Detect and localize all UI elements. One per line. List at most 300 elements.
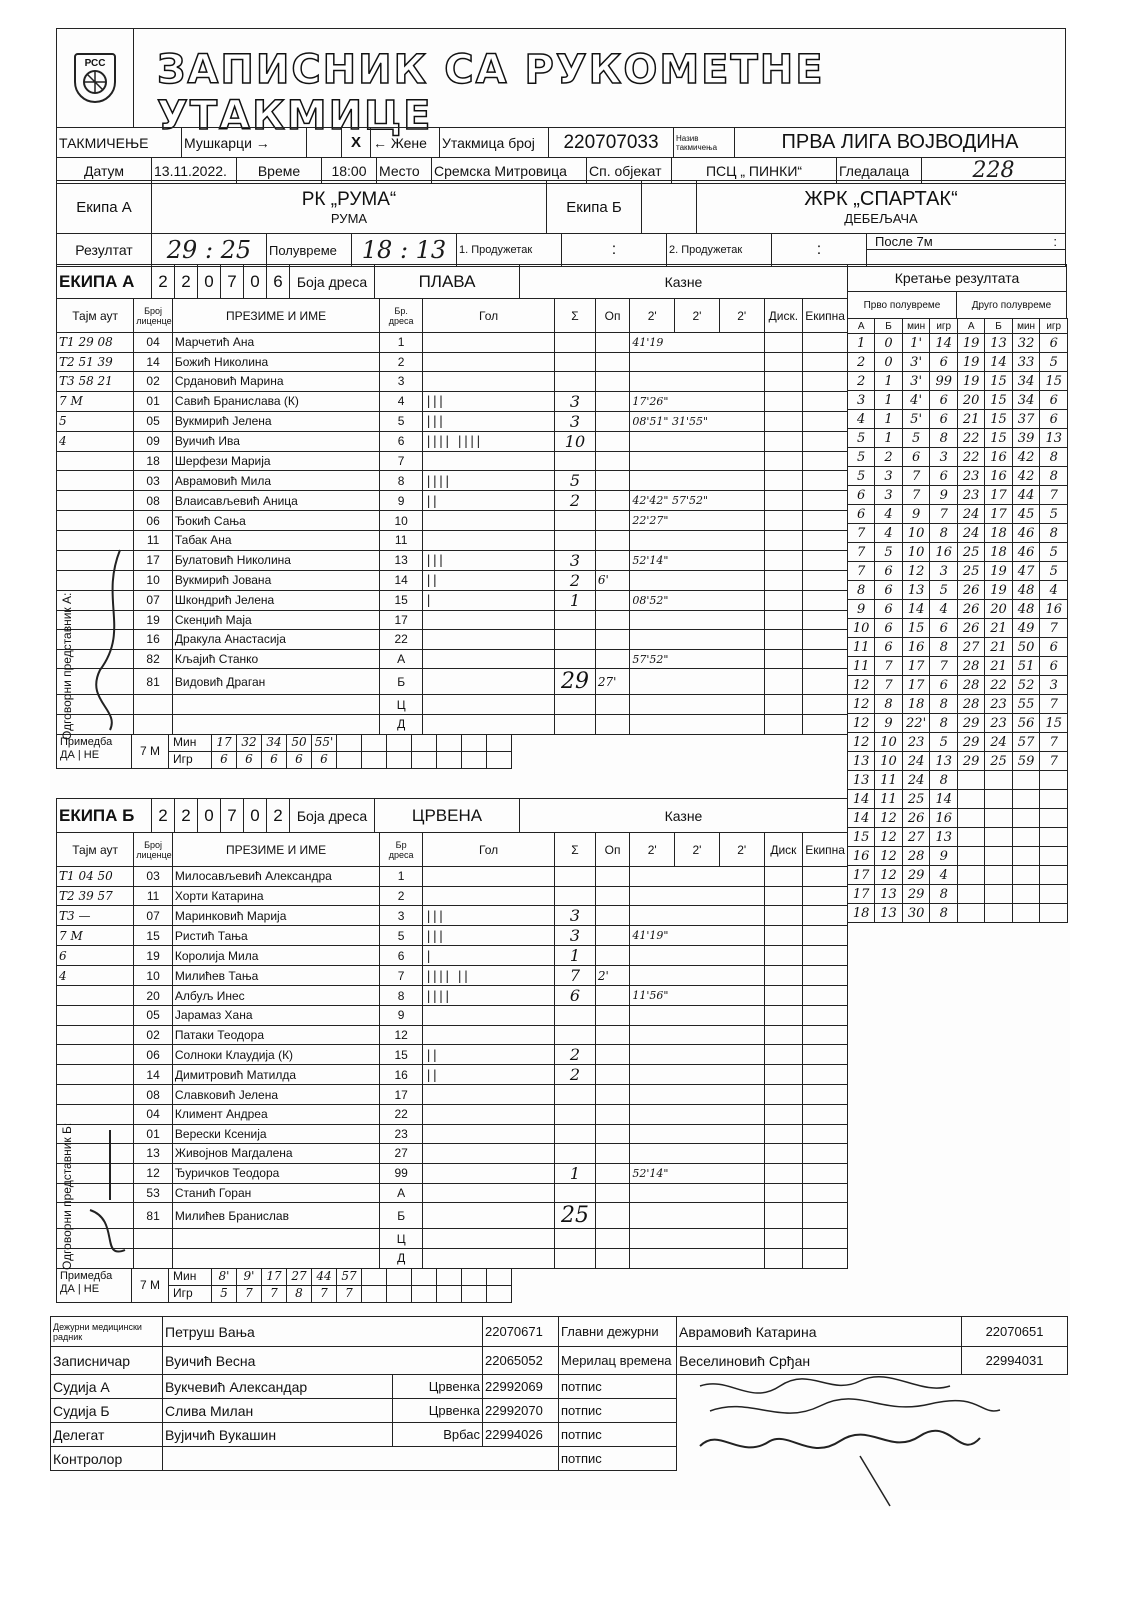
goal-tally (422, 714, 554, 734)
women-label: ← Жене (371, 128, 440, 158)
goal-tally: | (422, 946, 554, 966)
score-cell (1012, 809, 1040, 828)
score-cell: 30 (902, 904, 930, 923)
player-row (57, 511, 848, 531)
score-row (848, 904, 1068, 923)
timeout-cell: T1 29 08 (57, 333, 134, 353)
team-b-yes-no: ДА | НЕ (60, 1282, 100, 1295)
jersey-no: 1 (380, 333, 423, 353)
ref-a-no: 22992069 (483, 1375, 559, 1399)
team-a-code-digit: 0 (198, 265, 221, 299)
goal-tally (422, 867, 554, 887)
score-table (847, 318, 1068, 923)
license-no: 05 (134, 411, 173, 431)
team-b-section-label: ЕКИПА Б (57, 799, 152, 833)
score-cell: 24 (957, 505, 984, 524)
column-header: ПРЕЗИМЕ И ИМЕ (172, 299, 379, 333)
player-name: Милићев Бранислав (172, 1203, 379, 1229)
goal-sum (555, 372, 596, 392)
min-cell (386, 1268, 412, 1286)
score-cell: 8 (1040, 467, 1068, 486)
player-row (57, 391, 848, 411)
score-cell: 4 (1040, 581, 1068, 600)
team-b-name: ЖРК „СПАРТАК“ (804, 188, 958, 210)
suspension-cell (630, 1124, 764, 1144)
goal-sum (555, 1229, 596, 1249)
warning-cell: 6' (595, 570, 630, 590)
score-row (848, 695, 1068, 714)
min-cell: 50 (286, 734, 312, 752)
player-name: Божић Николина (172, 352, 379, 372)
player-name: Милићев Тања (172, 966, 379, 986)
player-name (172, 695, 379, 715)
player-name (172, 1248, 379, 1268)
column-header: Σ (555, 299, 596, 333)
player-name: Верески Ксенија (172, 1124, 379, 1144)
score-cell: 47 (1012, 562, 1040, 581)
goal-sum: 3 (555, 550, 596, 570)
score-cell (985, 885, 1012, 904)
license-no: 06 (134, 511, 173, 531)
suspension-cell (630, 1085, 764, 1105)
warning-cell (595, 1229, 630, 1249)
player-row (57, 1045, 848, 1065)
score-cell: 16 (902, 638, 930, 657)
jersey-no: 22 (380, 1104, 423, 1124)
column-header: 2' (719, 299, 764, 333)
score-cell: 24 (957, 524, 984, 543)
goal-sum: 25 (555, 1203, 596, 1229)
score-cell: 0 (875, 334, 902, 353)
player-row (57, 352, 848, 372)
column-header: Бр. дреса (380, 299, 423, 333)
goal-tally: | (422, 590, 554, 610)
score-cell: 49 (1012, 619, 1040, 638)
jersey-no: 23 (380, 1124, 423, 1144)
score-cell: 5 (930, 581, 958, 600)
score-col-header: Б (985, 319, 1012, 334)
score-row (848, 467, 1068, 486)
timeout-cell: T3 58 21 (57, 372, 134, 392)
goal-sum: 1 (555, 1163, 596, 1183)
score-cell: 4' (902, 391, 930, 410)
player-row (57, 695, 848, 715)
score-cell: 6 (1040, 657, 1068, 676)
score-cell: 5 (848, 467, 875, 486)
column-header: 2' (675, 299, 720, 333)
license-no: 14 (134, 1065, 173, 1085)
jersey-no: 11 (380, 530, 423, 550)
min-cell (361, 1268, 387, 1286)
goal-tally: || (422, 1045, 554, 1065)
score-cell: 10 (902, 543, 930, 562)
score-cell: 16 (930, 809, 958, 828)
disqualification-cell (764, 491, 803, 511)
score-cell: 7 (875, 676, 902, 695)
score-cell: 5 (930, 733, 958, 752)
team-penalty-cell (803, 886, 848, 906)
score-cell: 10 (875, 733, 902, 752)
warning-cell (595, 867, 630, 887)
disqualification-cell (764, 1045, 803, 1065)
score-cell: 6 (875, 600, 902, 619)
disqualification-cell (764, 610, 803, 630)
score-cell: 15 (1040, 372, 1068, 391)
igr-cell: 8 (286, 1285, 312, 1303)
suspension-cell (630, 886, 764, 906)
officials-block (50, 1316, 1067, 1471)
score-cell: 12 (902, 562, 930, 581)
suspension-cell (630, 451, 764, 471)
score-cell: 26 (902, 809, 930, 828)
warning-cell (595, 352, 630, 372)
goal-tally (422, 1229, 554, 1249)
delegate-city: Врбас (393, 1423, 483, 1447)
score-cell: 21 (985, 638, 1012, 657)
score-cell: 7 (930, 657, 958, 676)
jersey-no: 14 (380, 570, 423, 590)
goal-sum: 1 (555, 946, 596, 966)
warning-cell (595, 1065, 630, 1085)
disqualification-cell (764, 906, 803, 926)
timeout-cell: 7 M (57, 926, 134, 946)
score-cell: 16 (985, 467, 1012, 486)
score-cell: 8 (875, 695, 902, 714)
timeout-cell: T2 39 57 (57, 886, 134, 906)
score-cell: 13 (875, 885, 902, 904)
delegate-sign-label: потпис (559, 1423, 677, 1447)
score-cell: 9 (930, 486, 958, 505)
score-row (848, 429, 1068, 448)
page-title: ЗАПИСНИК СА РУКОМЕТНЕ УТАКМИЦЕ (157, 47, 825, 139)
player-name: Вукмирић Јована (172, 570, 379, 590)
score-cell: 33 (1012, 353, 1040, 372)
warning-cell (595, 590, 630, 610)
disqualification-cell (764, 471, 803, 491)
after7m-value: : (1053, 234, 1057, 249)
score-cell: 11 (875, 790, 902, 809)
license-no: 19 (134, 946, 173, 966)
player-row (57, 550, 848, 570)
score-cell: 12 (875, 809, 902, 828)
goal-tally (422, 1203, 554, 1229)
team-penalty-cell (803, 431, 848, 451)
score-cell: 17 (848, 885, 875, 904)
score-cell: 2 (848, 372, 875, 391)
team-b-blank (642, 181, 697, 234)
warning-cell (595, 451, 630, 471)
score-col-header: мин (902, 319, 930, 334)
ot1-value: : (562, 234, 667, 267)
team-b-penalties-label: Казне (520, 799, 848, 833)
warning-cell (595, 471, 630, 491)
score-row (848, 714, 1068, 733)
team-a-7m-grid (168, 734, 512, 769)
score-cell: 7 (1040, 733, 1068, 752)
goal-tally (422, 669, 554, 695)
player-name: Савић Бранислава (К) (172, 391, 379, 411)
score-cell (1012, 771, 1040, 790)
score-cell: 1 (875, 410, 902, 429)
suspension-cell: 08'52" (630, 590, 764, 610)
disqualification-cell (764, 630, 803, 650)
score-cell: 7 (848, 543, 875, 562)
min-cell (336, 734, 362, 752)
player-row (57, 1229, 848, 1249)
igr-cell (486, 751, 512, 769)
goal-tally (422, 1248, 554, 1268)
score-cell (1040, 904, 1068, 923)
player-row (57, 966, 848, 986)
suspension-cell (630, 867, 764, 887)
score-cell: 10 (902, 524, 930, 543)
score-cell: 2 (848, 353, 875, 372)
time-value: 18:00 (322, 158, 377, 184)
goal-tally: || (422, 491, 554, 511)
player-row (57, 1124, 848, 1144)
player-name: Дракула Анастасија (172, 630, 379, 650)
score-cell: 6 (1040, 638, 1068, 657)
jersey-no: 6 (380, 946, 423, 966)
igr-cell (461, 751, 487, 769)
team-penalty-cell (803, 630, 848, 650)
license-no: 82 (134, 649, 173, 669)
min-cell (486, 734, 512, 752)
score-cell (1012, 847, 1040, 866)
goal-sum: 6 (555, 986, 596, 1006)
player-row (57, 867, 848, 887)
license-no: 04 (134, 1104, 173, 1124)
goal-sum (555, 867, 596, 887)
goal-sum: 3 (555, 391, 596, 411)
score-cell (985, 828, 1012, 847)
min-cell (461, 734, 487, 752)
player-row (57, 1006, 848, 1026)
license-no: 02 (134, 372, 173, 392)
logo (57, 29, 134, 127)
score-cell: 15 (1040, 714, 1068, 733)
player-name: Ристић Тања (172, 926, 379, 946)
suspension-cell (630, 669, 764, 695)
team-b-code-digit: 0 (244, 799, 267, 833)
score-cell: 6 (875, 581, 902, 600)
score-cell: 23 (985, 695, 1012, 714)
warning-cell (595, 1183, 630, 1203)
score-cell: 21 (985, 619, 1012, 638)
goal-sum: 2 (555, 570, 596, 590)
disqualification-cell (764, 926, 803, 946)
disqualification-cell (764, 570, 803, 590)
score-cell: 13 (930, 828, 958, 847)
disqualification-cell (764, 714, 803, 734)
team-penalty-cell (803, 1045, 848, 1065)
score-cell: 6 (848, 505, 875, 524)
logo-text: РСС (84, 58, 106, 69)
suspension-cell (630, 714, 764, 734)
score-cell (957, 771, 984, 790)
venue-value: ПСЦ „ ПИНКИ“ (672, 158, 837, 184)
score-cell (985, 790, 1012, 809)
igr-cell (411, 751, 437, 769)
score-cell: 15 (848, 828, 875, 847)
score-cell: 3 (848, 391, 875, 410)
team-penalty-cell (803, 1163, 848, 1183)
goal-sum (555, 695, 596, 715)
jersey-no: 22 (380, 630, 423, 650)
warning-cell (595, 550, 630, 570)
score-cell: 16 (1040, 600, 1068, 619)
score-cell: 6 (848, 486, 875, 505)
score-cell: 13 (1040, 429, 1068, 448)
igr-cell (336, 751, 362, 769)
disqualification-cell (764, 1065, 803, 1085)
suspension-cell (630, 1045, 764, 1065)
suspension-cell (630, 630, 764, 650)
player-name: Станић Горан (172, 1183, 379, 1203)
warning-cell (595, 649, 630, 669)
column-header: Диск. (764, 299, 803, 333)
team-b-code-digit: 2 (152, 799, 175, 833)
ref-b-no: 22992070 (483, 1399, 559, 1423)
suspension-cell: 08'51" 31'55" (630, 411, 764, 431)
score-cell: 21 (985, 657, 1012, 676)
score-cell: 19 (985, 562, 1012, 581)
score-cell: 8 (930, 714, 958, 733)
suspension-cell (630, 1248, 764, 1268)
score-cell (957, 866, 984, 885)
team-a-7m-row (56, 734, 848, 769)
igr-cell (386, 751, 412, 769)
score-cell: 29 (902, 885, 930, 904)
goal-sum: 5 (555, 471, 596, 491)
score-cell: 51 (1012, 657, 1040, 676)
date-label: Датум (57, 158, 152, 184)
score-cell: 7 (930, 505, 958, 524)
suspension-cell: 42'42" 57'52" (630, 491, 764, 511)
suspension-cell (630, 906, 764, 926)
min-cell: 32 (236, 734, 262, 752)
score-cell: 26 (957, 619, 984, 638)
jersey-no: Ц (380, 695, 423, 715)
goal-sum (555, 886, 596, 906)
score-cell: 13 (902, 581, 930, 600)
disqualification-cell (764, 391, 803, 411)
score-cell (1040, 847, 1068, 866)
player-name: Булатовић Николина (172, 550, 379, 570)
disqualification-cell (764, 1104, 803, 1124)
score-row (848, 676, 1068, 695)
score-cell: 8 (930, 524, 958, 543)
score-cell: 14 (930, 334, 958, 353)
goal-tally (422, 886, 554, 906)
scorer-name: Вуичић Весна (163, 1347, 483, 1375)
player-row (57, 946, 848, 966)
score-row (848, 733, 1068, 752)
score-cell: 6 (930, 676, 958, 695)
warning-cell (595, 1203, 630, 1229)
score-cell: 18 (902, 695, 930, 714)
score-cell: 4 (848, 410, 875, 429)
goal-sum: 29 (555, 669, 596, 695)
player-row (57, 649, 848, 669)
score-cell: 14 (985, 353, 1012, 372)
score-row (848, 543, 1068, 562)
score-cell: 25 (957, 543, 984, 562)
team-penalty-cell (803, 570, 848, 590)
warning-cell: 2' (595, 966, 630, 986)
match-report-sheet (50, 20, 1070, 1510)
jersey-no: 3 (380, 906, 423, 926)
score-cell: 8 (930, 638, 958, 657)
score-cell: 14 (902, 600, 930, 619)
score-cell: 8 (930, 771, 958, 790)
team-a-code-digit: 2 (175, 265, 198, 299)
delegate-label: Делегат (51, 1423, 163, 1447)
disqualification-cell (764, 1025, 803, 1045)
player-name: Вуичић Ива (172, 431, 379, 451)
timeout-cell (57, 1025, 134, 1045)
jersey-no: 2 (380, 352, 423, 372)
jersey-no: 15 (380, 1045, 423, 1065)
player-name: Димитровић Матилда (172, 1065, 379, 1085)
score-cell: 37 (1012, 410, 1040, 429)
player-name: Солноки Клаудија (К) (172, 1045, 379, 1065)
score-cell: 48 (1012, 600, 1040, 619)
goal-sum: 10 (555, 431, 596, 451)
team-penalty-cell (803, 610, 848, 630)
score-cell: 23 (957, 486, 984, 505)
timeout-cell: T2 51 39 (57, 352, 134, 372)
score-cell: 42 (1012, 448, 1040, 467)
column-header: ПРЕЗИМЕ И ИМЕ (172, 833, 379, 867)
min-cell (461, 1268, 487, 1286)
ref-b-city: Црвенка (393, 1399, 483, 1423)
score-cell: 6 (1040, 410, 1068, 429)
disqualification-cell (764, 1248, 803, 1268)
score-cell: 5 (848, 448, 875, 467)
score-col-header: А (957, 319, 984, 334)
score-cell: 5 (875, 543, 902, 562)
goal-sum (555, 1144, 596, 1164)
team-penalty-cell (803, 906, 848, 926)
score-cell: 7 (1040, 752, 1068, 771)
min-cell (436, 1268, 462, 1286)
score-cell: 23 (957, 467, 984, 486)
warning-cell (595, 491, 630, 511)
igr-cell (486, 1285, 512, 1303)
column-header: Бр дреса (380, 833, 423, 867)
team-penalty-cell (803, 986, 848, 1006)
disqualification-cell (764, 431, 803, 451)
score-cell (1040, 866, 1068, 885)
score-cell: 5 (848, 429, 875, 448)
player-row (57, 630, 848, 650)
team-penalty-cell (803, 491, 848, 511)
score-cell: 7 (1040, 486, 1068, 505)
disqualification-cell (764, 333, 803, 353)
min-cell (486, 1268, 512, 1286)
delegate-name: Вујичић Вукашин (163, 1423, 393, 1447)
igr-cell: 7 (236, 1285, 262, 1303)
jersey-no: 1 (380, 867, 423, 887)
score-cell: 46 (1012, 543, 1040, 562)
score-cell: 11 (848, 657, 875, 676)
score-cell: 17 (985, 505, 1012, 524)
ref-a-name: Вукчевић Александар (163, 1375, 393, 1399)
warning-cell (595, 1025, 630, 1045)
jersey-no: 6 (380, 431, 423, 451)
goal-sum (555, 511, 596, 531)
